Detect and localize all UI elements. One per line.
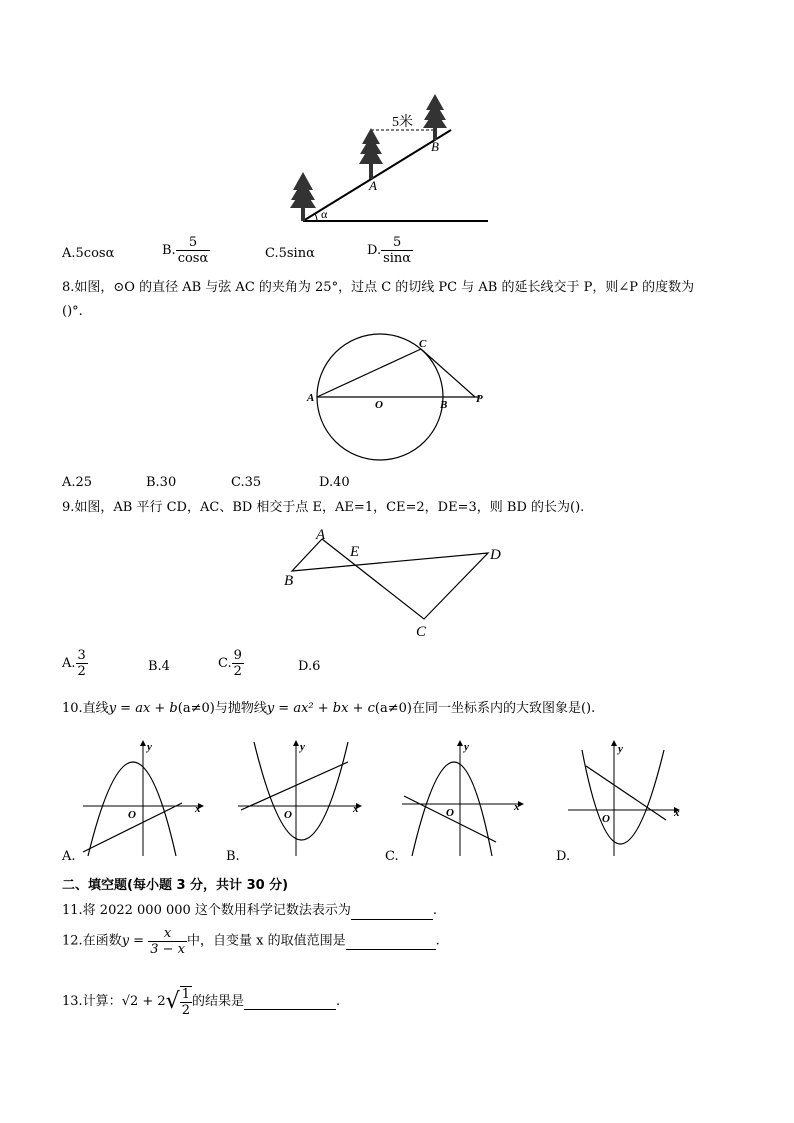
q10-stem: 10.直线y = ax + b(a≠0)与抛物线y = ax² + bx + c(a≠0)在同一坐标系内的大致图象是(). [62,701,596,716]
q11-stem: 11.将 2022 000 000 这个数用科学记数法表示为 . [62,903,438,918]
q8-stem-line1: 8.如图，⊙O 的直径 AB 与弦 AC 的夹角为 25°，过点 C 的切线 PC 与 AB 的延长线交于 P，则∠P 的度数为 [62,280,695,295]
q12-stem: 12.在函数y = $\frac{x}{3 - x}$ 中，自变量 x 的取值范围是 . [62,926,440,957]
parallel-lines-figure [278,525,508,643]
q9-option-d[interactable]: D.6 [298,659,321,674]
q13-stem: 13.计算：√2 + 2√ $\frac{1}{2}$ 的结果是 . [62,987,341,1018]
q7-option-d[interactable]: D. $\frac{5}{\sin\alpha}$ [367,235,412,266]
svg-text:E: E [350,544,360,560]
label-5m: 5米 [392,115,413,130]
q10-option-b[interactable]: B. [226,849,240,864]
label-b: B [431,139,439,154]
svg-text:A: A [307,392,315,404]
q10-graph-c[interactable] [400,738,530,860]
section-2-title: 二、填空题(每小题 3 分，共计 30 分) [62,878,289,893]
q10-graph-b[interactable] [236,738,366,860]
svg-text:C: C [419,338,427,350]
q13-answer-blank[interactable] [244,994,336,1010]
q9-option-a[interactable]: A. $\frac{3}{2}$ [62,648,86,679]
svg-text:O: O [128,809,136,821]
q10-graph-a[interactable] [78,738,208,860]
svg-text:O: O [446,807,454,819]
q10-option-d[interactable]: D. [556,849,571,864]
q10-option-c[interactable]: C. [385,849,399,864]
svg-text:P: P [476,393,483,405]
svg-text:O: O [284,809,292,821]
svg-text:x: x [195,803,201,815]
q10-option-a[interactable]: A. [62,849,76,864]
tree-icon [359,128,383,179]
q8-stem-line2: ()°. [62,304,83,319]
q11-answer-blank[interactable] [351,904,433,920]
svg-text:y: y [618,743,623,755]
svg-text:x: x [674,807,680,819]
tree-icon [290,172,316,221]
q8-option-c[interactable]: C.35 [231,475,262,490]
q7-option-c[interactable]: C.5sinα [265,246,315,261]
svg-text:A: A [316,527,326,543]
q9-option-c[interactable]: C. $\frac{9}{2}$ [218,648,242,679]
q7-option-a[interactable]: A.5cosα [62,246,115,261]
svg-text:D: D [490,547,501,563]
q9-stem: 9.如图，AB 平行 CD，AC、BD 相交于点 E，AE=1，CE=2，DE=3，则 BD 的长为(). [62,500,585,515]
q9-option-b[interactable]: B.4 [148,659,170,674]
q8-option-d[interactable]: D.40 [319,475,350,490]
circle-tangent-figure [305,330,505,466]
svg-text:y: y [464,741,469,753]
slope-figure [285,90,495,230]
q8-option-a[interactable]: A.25 [62,475,93,490]
svg-text:C: C [416,624,427,640]
svg-text:x: x [353,803,359,815]
svg-text:x: x [514,801,520,813]
svg-text:O: O [602,813,610,825]
svg-text:B: B [284,573,294,589]
label-a: A [369,178,377,193]
tree-icon [423,94,447,140]
svg-text:O: O [375,399,383,411]
q10-graph-d[interactable] [566,738,696,860]
q12-answer-blank[interactable] [346,934,436,950]
label-alpha: α [321,207,328,221]
q8-option-b[interactable]: B.30 [146,475,177,490]
svg-text:y: y [147,741,152,753]
q7-option-b[interactable]: B. $\frac{5}{\cos\alpha}$ [162,235,209,266]
svg-text:B: B [440,399,448,411]
svg-text:y: y [300,741,305,753]
